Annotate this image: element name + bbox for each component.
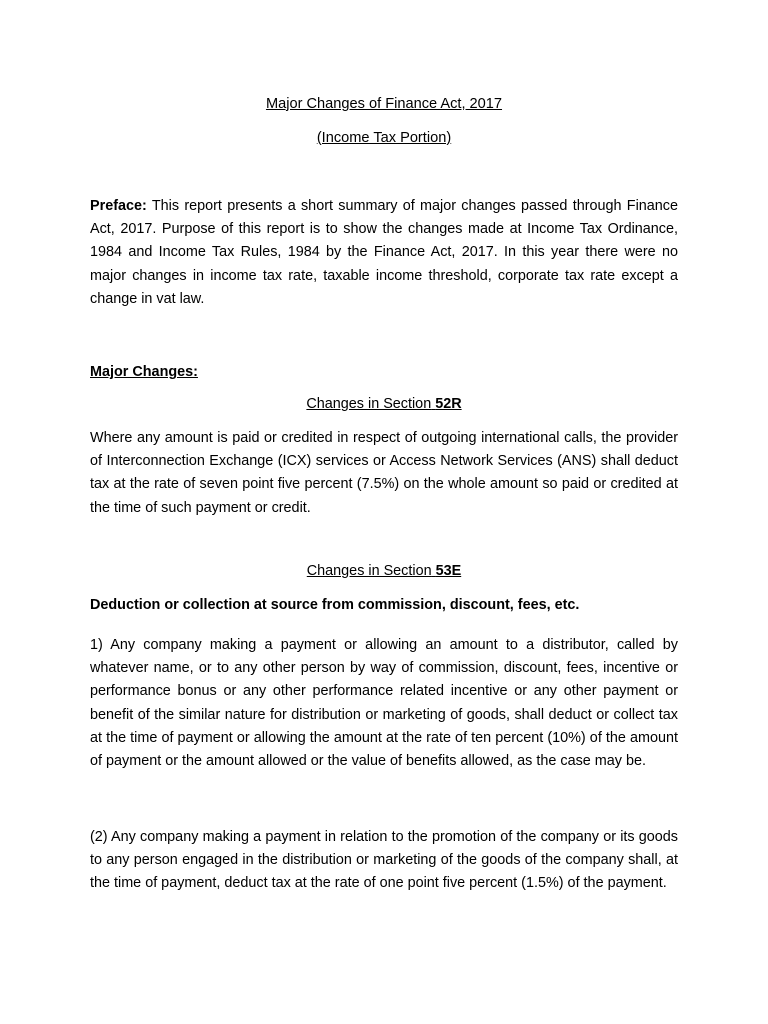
section-52r-number: 52R [435,396,462,412]
section-52r-paragraph: Where any amount is paid or credited in respect of outgoing international calls, the provider of Interconnection Exchange (ICX) services or Access Network Services (ANS) shall deduct tax at the rate of seven point five percent (7.5%) on the whole amount so paid or credited at the time of such payment or credit. [90,430,678,516]
section-53e-number: 53E [435,563,462,579]
major-changes-heading: Major Changes: [90,364,198,380]
preface-paragraph [90,195,678,311]
document-title: Major Changes of Finance Act, 2017 [265,96,503,112]
section-53e-point-1: 1) Any company making a payment or allowing an amount to a distributor, called by whatever name, or to any other person by way of commission, discount, fees, incentive or performance bonus or any other performance related incentive or any other payment or benefit of the similar nature for distribution or marketing of goods, shall deduct or collect tax at the time of payment or allowing the amount at the rate of ten percent (10%) of the amount of payment or the amount allowed or the value of benefits allowed, as the case may be. [90,637,678,770]
section-52r-prefix: Changes in Section [306,396,432,412]
section-53e-title [0,563,768,579]
document-subtitle: (Income Tax Portion) [316,130,452,146]
section-52r-title [0,396,768,412]
preface-text: This report presents a short summary of major changes passed through Finance Act, 2017. Purpose of this report is to show the changes made at Income Tax Ordinance, 1984 and Income Tax Rules, 1984 by the Finance Act, 2017. In this year there were no major changes in income tax rate, taxable income threshold, corporate tax rate except a change in vat law. [90,198,678,307]
section-53e-subheading: Deduction or collection at source from commission, discount, fees, etc. [90,597,580,613]
section-53e-point-2: (2) Any company making a payment in relation to the promotion of the company or its goods to any person engaged in the distribution or marketing of the goods of the company shall, at the time of payment, deduct tax at the rate of one point five percent (1.5%) of the payment. [90,829,678,892]
preface-label: Preface: [90,198,147,214]
section-53e-prefix: Changes in Section [306,563,432,579]
